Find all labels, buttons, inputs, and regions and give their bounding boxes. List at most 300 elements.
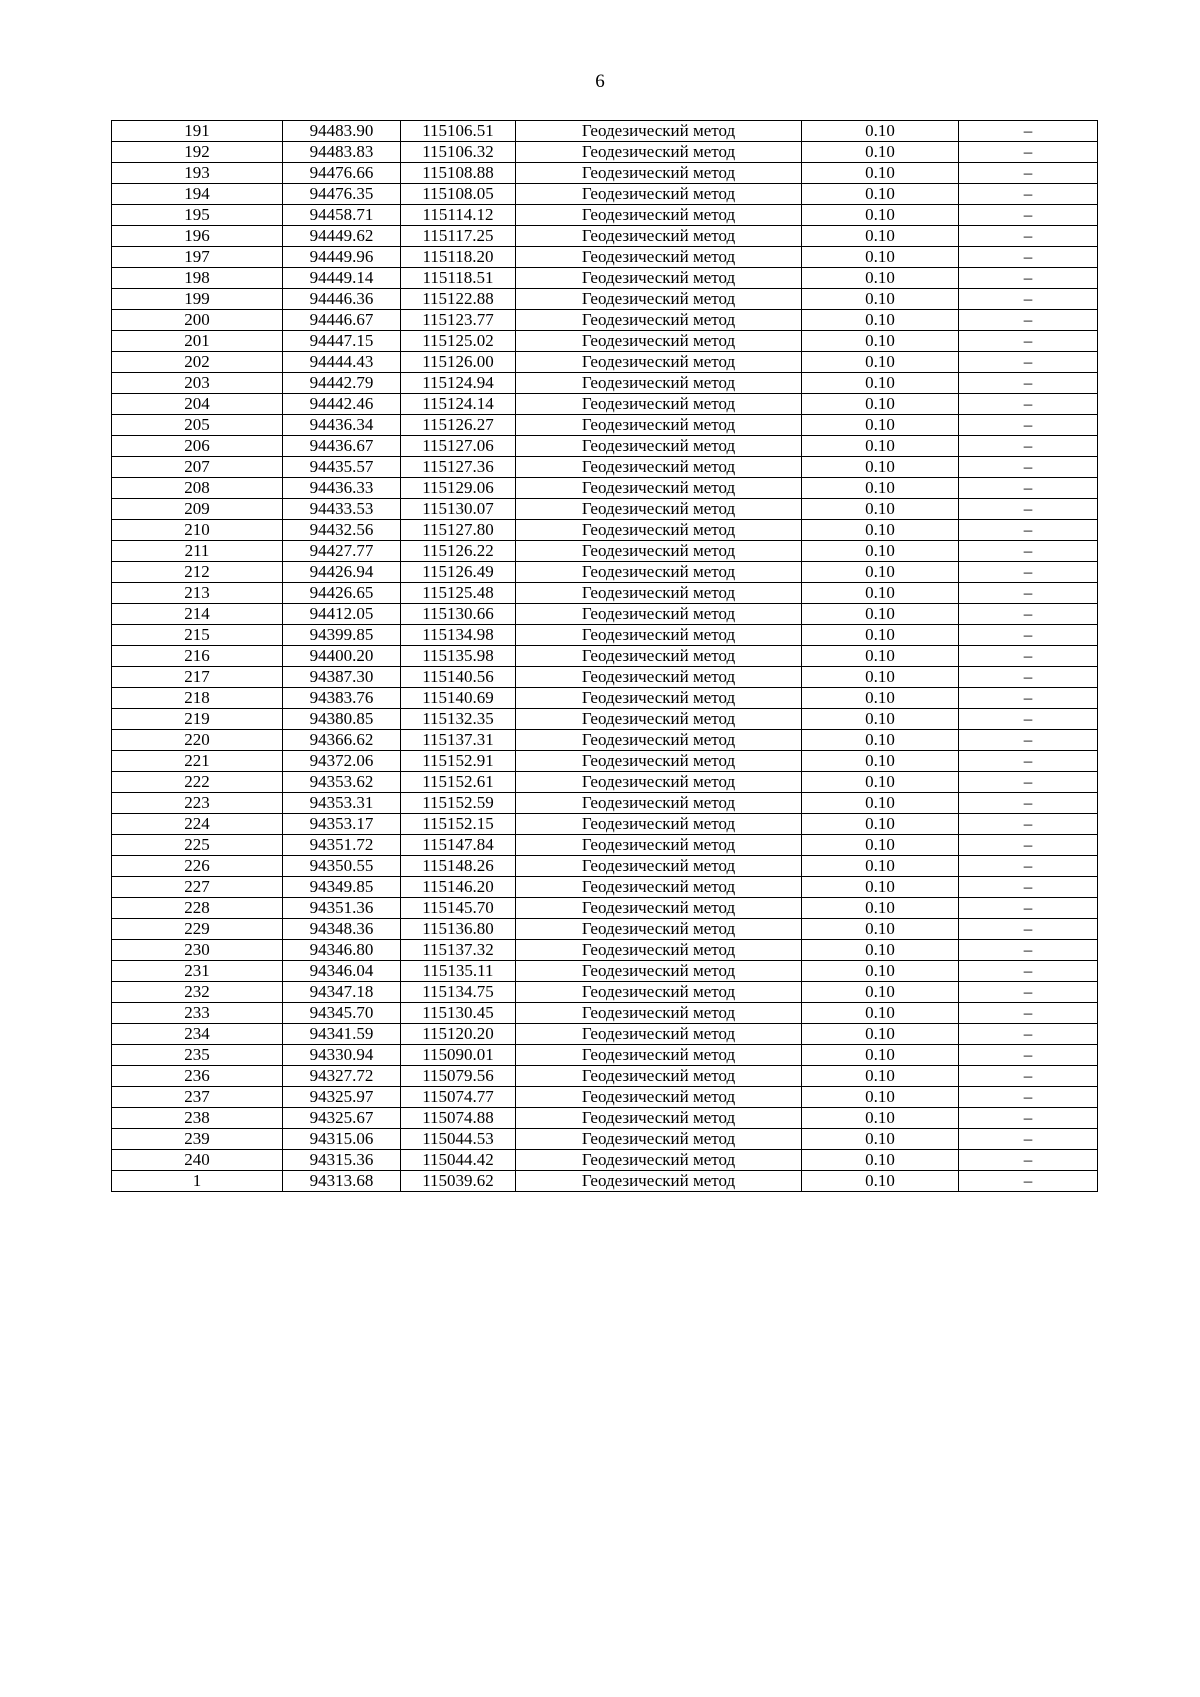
point-number-cell: 194 (112, 184, 283, 205)
y-coordinate-cell: 115146.20 (401, 877, 516, 898)
method-cell: Геодезический метод (516, 436, 802, 457)
x-coordinate-cell: 94351.36 (283, 898, 401, 919)
table-row (112, 919, 1098, 940)
point-number-cell: 205 (112, 415, 283, 436)
table-row (112, 289, 1098, 310)
x-coordinate-cell: 94351.72 (283, 835, 401, 856)
method-cell: Геодезический метод (516, 835, 802, 856)
accuracy-cell: 0.10 (802, 499, 959, 520)
y-coordinate-cell: 115127.06 (401, 436, 516, 457)
y-coordinate-cell: 115140.69 (401, 688, 516, 709)
y-coordinate-cell: 115090.01 (401, 1045, 516, 1066)
x-coordinate-cell: 94349.85 (283, 877, 401, 898)
y-coordinate-cell: 115124.94 (401, 373, 516, 394)
note-cell: – (959, 415, 1098, 436)
x-coordinate-cell: 94380.85 (283, 709, 401, 730)
x-coordinate-cell: 94442.46 (283, 394, 401, 415)
point-number-cell: 224 (112, 814, 283, 835)
table-row (112, 331, 1098, 352)
note-cell: – (959, 814, 1098, 835)
y-coordinate-cell: 115039.62 (401, 1171, 516, 1192)
method-cell: Геодезический метод (516, 1045, 802, 1066)
method-cell: Геодезический метод (516, 688, 802, 709)
x-coordinate-cell: 94427.77 (283, 541, 401, 562)
table-row (112, 730, 1098, 751)
table-row (112, 499, 1098, 520)
point-number-cell: 228 (112, 898, 283, 919)
point-number-cell: 218 (112, 688, 283, 709)
accuracy-cell: 0.10 (802, 163, 959, 184)
page-number: 6 (595, 71, 605, 92)
method-cell: Геодезический метод (516, 1108, 802, 1129)
point-number-cell: 227 (112, 877, 283, 898)
accuracy-cell: 0.10 (802, 184, 959, 205)
note-cell: – (959, 667, 1098, 688)
y-coordinate-cell: 115125.48 (401, 583, 516, 604)
method-cell: Геодезический метод (516, 205, 802, 226)
method-cell: Геодезический метод (516, 520, 802, 541)
method-cell: Геодезический метод (516, 415, 802, 436)
y-coordinate-cell: 115135.11 (401, 961, 516, 982)
y-coordinate-cell: 115122.88 (401, 289, 516, 310)
method-cell: Геодезический метод (516, 457, 802, 478)
method-cell: Геодезический метод (516, 1024, 802, 1045)
point-number-cell: 209 (112, 499, 283, 520)
point-number-cell: 196 (112, 226, 283, 247)
method-cell: Геодезический метод (516, 604, 802, 625)
accuracy-cell: 0.10 (802, 1003, 959, 1024)
point-number-cell: 203 (112, 373, 283, 394)
note-cell: – (959, 184, 1098, 205)
note-cell: – (959, 1024, 1098, 1045)
table-row (112, 184, 1098, 205)
x-coordinate-cell: 94483.83 (283, 142, 401, 163)
x-coordinate-cell: 94426.65 (283, 583, 401, 604)
x-coordinate-cell: 94353.62 (283, 772, 401, 793)
method-cell: Геодезический метод (516, 709, 802, 730)
note-cell: – (959, 898, 1098, 919)
method-cell: Геодезический метод (516, 814, 802, 835)
note-cell: – (959, 478, 1098, 499)
note-cell: – (959, 352, 1098, 373)
y-coordinate-cell: 115106.32 (401, 142, 516, 163)
x-coordinate-cell: 94458.71 (283, 205, 401, 226)
table-row (112, 415, 1098, 436)
point-number-cell: 204 (112, 394, 283, 415)
accuracy-cell: 0.10 (802, 205, 959, 226)
method-cell: Геодезический метод (516, 310, 802, 331)
x-coordinate-cell: 94327.72 (283, 1066, 401, 1087)
x-coordinate-cell: 94446.36 (283, 289, 401, 310)
accuracy-cell: 0.10 (802, 751, 959, 772)
note-cell: – (959, 646, 1098, 667)
point-number-cell: 238 (112, 1108, 283, 1129)
note-cell: – (959, 856, 1098, 877)
point-number-cell: 240 (112, 1150, 283, 1171)
accuracy-cell: 0.10 (802, 478, 959, 499)
x-coordinate-cell: 94345.70 (283, 1003, 401, 1024)
method-cell: Геодезический метод (516, 730, 802, 751)
method-cell: Геодезический метод (516, 961, 802, 982)
method-cell: Геодезический метод (516, 1087, 802, 1108)
table-row (112, 1171, 1098, 1192)
note-cell: – (959, 772, 1098, 793)
y-coordinate-cell: 115148.26 (401, 856, 516, 877)
point-number-cell: 201 (112, 331, 283, 352)
accuracy-cell: 0.10 (802, 436, 959, 457)
method-cell: Геодезический метод (516, 793, 802, 814)
point-number-cell: 216 (112, 646, 283, 667)
note-cell: – (959, 331, 1098, 352)
y-coordinate-cell: 115126.22 (401, 541, 516, 562)
point-number-cell: 233 (112, 1003, 283, 1024)
table-row (112, 226, 1098, 247)
x-coordinate-cell: 94366.62 (283, 730, 401, 751)
x-coordinate-cell: 94353.17 (283, 814, 401, 835)
x-coordinate-cell: 94449.14 (283, 268, 401, 289)
x-coordinate-cell: 94432.56 (283, 520, 401, 541)
x-coordinate-cell: 94347.18 (283, 982, 401, 1003)
y-coordinate-cell: 115137.32 (401, 940, 516, 961)
point-number-cell: 225 (112, 835, 283, 856)
table-row (112, 1129, 1098, 1150)
x-coordinate-cell: 94353.31 (283, 793, 401, 814)
accuracy-cell: 0.10 (802, 940, 959, 961)
point-number-cell: 210 (112, 520, 283, 541)
y-coordinate-cell: 115117.25 (401, 226, 516, 247)
point-number-cell: 191 (112, 121, 283, 142)
table-row (112, 268, 1098, 289)
x-coordinate-cell: 94442.79 (283, 373, 401, 394)
method-cell: Геодезический метод (516, 247, 802, 268)
x-coordinate-cell: 94399.85 (283, 625, 401, 646)
table-row (112, 1003, 1098, 1024)
coordinates-table-body (112, 121, 1098, 1192)
table-row (112, 877, 1098, 898)
note-cell: – (959, 163, 1098, 184)
method-cell: Геодезический метод (516, 1003, 802, 1024)
accuracy-cell: 0.10 (802, 583, 959, 604)
method-cell: Геодезический метод (516, 121, 802, 142)
x-coordinate-cell: 94346.04 (283, 961, 401, 982)
accuracy-cell: 0.10 (802, 1108, 959, 1129)
point-number-cell: 230 (112, 940, 283, 961)
note-cell: – (959, 877, 1098, 898)
method-cell: Геодезический метод (516, 142, 802, 163)
method-cell: Геодезический метод (516, 751, 802, 772)
x-coordinate-cell: 94449.62 (283, 226, 401, 247)
table-row (112, 1066, 1098, 1087)
note-cell: – (959, 499, 1098, 520)
x-coordinate-cell: 94447.15 (283, 331, 401, 352)
x-coordinate-cell: 94313.68 (283, 1171, 401, 1192)
accuracy-cell: 0.10 (802, 289, 959, 310)
table-row (112, 604, 1098, 625)
table-row (112, 478, 1098, 499)
table-row (112, 121, 1098, 142)
note-cell: – (959, 751, 1098, 772)
accuracy-cell: 0.10 (802, 982, 959, 1003)
point-number-cell: 226 (112, 856, 283, 877)
accuracy-cell: 0.10 (802, 961, 959, 982)
note-cell: – (959, 289, 1098, 310)
y-coordinate-cell: 115106.51 (401, 121, 516, 142)
note-cell: – (959, 1150, 1098, 1171)
table-row (112, 1045, 1098, 1066)
accuracy-cell: 0.10 (802, 1087, 959, 1108)
method-cell: Геодезический метод (516, 625, 802, 646)
note-cell: – (959, 142, 1098, 163)
y-coordinate-cell: 115074.77 (401, 1087, 516, 1108)
note-cell: – (959, 541, 1098, 562)
point-number-cell: 229 (112, 919, 283, 940)
accuracy-cell: 0.10 (802, 1129, 959, 1150)
table-row (112, 373, 1098, 394)
method-cell: Геодезический метод (516, 541, 802, 562)
method-cell: Геодезический метод (516, 331, 802, 352)
x-coordinate-cell: 94315.36 (283, 1150, 401, 1171)
method-cell: Геодезический метод (516, 499, 802, 520)
x-coordinate-cell: 94436.33 (283, 478, 401, 499)
y-coordinate-cell: 115134.75 (401, 982, 516, 1003)
table-row (112, 856, 1098, 877)
table-row (112, 352, 1098, 373)
point-number-cell: 197 (112, 247, 283, 268)
note-cell: – (959, 940, 1098, 961)
note-cell: – (959, 1087, 1098, 1108)
point-number-cell: 220 (112, 730, 283, 751)
note-cell: – (959, 688, 1098, 709)
point-number-cell: 193 (112, 163, 283, 184)
point-number-cell: 202 (112, 352, 283, 373)
point-number-cell: 219 (112, 709, 283, 730)
x-coordinate-cell: 94412.05 (283, 604, 401, 625)
y-coordinate-cell: 115129.06 (401, 478, 516, 499)
method-cell: Геодезический метод (516, 1066, 802, 1087)
method-cell: Геодезический метод (516, 583, 802, 604)
table-row (112, 898, 1098, 919)
method-cell: Геодезический метод (516, 877, 802, 898)
accuracy-cell: 0.10 (802, 646, 959, 667)
accuracy-cell: 0.10 (802, 877, 959, 898)
x-coordinate-cell: 94325.97 (283, 1087, 401, 1108)
point-number-cell: 200 (112, 310, 283, 331)
method-cell: Геодезический метод (516, 268, 802, 289)
method-cell: Геодезический метод (516, 940, 802, 961)
note-cell: – (959, 982, 1098, 1003)
accuracy-cell: 0.10 (802, 331, 959, 352)
y-coordinate-cell: 115074.88 (401, 1108, 516, 1129)
accuracy-cell: 0.10 (802, 1066, 959, 1087)
point-number-cell: 239 (112, 1129, 283, 1150)
accuracy-cell: 0.10 (802, 667, 959, 688)
y-coordinate-cell: 115136.80 (401, 919, 516, 940)
table-row (112, 772, 1098, 793)
table-row (112, 646, 1098, 667)
note-cell: – (959, 436, 1098, 457)
method-cell: Геодезический метод (516, 184, 802, 205)
method-cell: Геодезический метод (516, 1171, 802, 1192)
accuracy-cell: 0.10 (802, 142, 959, 163)
accuracy-cell: 0.10 (802, 1045, 959, 1066)
accuracy-cell: 0.10 (802, 709, 959, 730)
method-cell: Геодезический метод (516, 352, 802, 373)
point-number-cell: 215 (112, 625, 283, 646)
x-coordinate-cell: 94325.67 (283, 1108, 401, 1129)
method-cell: Геодезический метод (516, 478, 802, 499)
x-coordinate-cell: 94476.35 (283, 184, 401, 205)
method-cell: Геодезический метод (516, 289, 802, 310)
y-coordinate-cell: 115152.91 (401, 751, 516, 772)
accuracy-cell: 0.10 (802, 373, 959, 394)
accuracy-cell: 0.10 (802, 730, 959, 751)
table-row (112, 394, 1098, 415)
y-coordinate-cell: 115126.49 (401, 562, 516, 583)
x-coordinate-cell: 94446.67 (283, 310, 401, 331)
note-cell: – (959, 562, 1098, 583)
x-coordinate-cell: 94436.34 (283, 415, 401, 436)
y-coordinate-cell: 115152.15 (401, 814, 516, 835)
note-cell: – (959, 373, 1098, 394)
method-cell: Геодезический метод (516, 982, 802, 1003)
note-cell: – (959, 835, 1098, 856)
table-row (112, 961, 1098, 982)
accuracy-cell: 0.10 (802, 1150, 959, 1171)
accuracy-cell: 0.10 (802, 310, 959, 331)
accuracy-cell: 0.10 (802, 835, 959, 856)
y-coordinate-cell: 115079.56 (401, 1066, 516, 1087)
point-number-cell: 213 (112, 583, 283, 604)
point-number-cell: 236 (112, 1066, 283, 1087)
point-number-cell: 195 (112, 205, 283, 226)
note-cell: – (959, 625, 1098, 646)
x-coordinate-cell: 94400.20 (283, 646, 401, 667)
method-cell: Геодезический метод (516, 562, 802, 583)
x-coordinate-cell: 94483.90 (283, 121, 401, 142)
point-number-cell: 208 (112, 478, 283, 499)
accuracy-cell: 0.10 (802, 562, 959, 583)
x-coordinate-cell: 94372.06 (283, 751, 401, 772)
table-row (112, 667, 1098, 688)
note-cell: – (959, 310, 1098, 331)
accuracy-cell: 0.10 (802, 1024, 959, 1045)
accuracy-cell: 0.10 (802, 919, 959, 940)
y-coordinate-cell: 115152.59 (401, 793, 516, 814)
table-row (112, 583, 1098, 604)
x-coordinate-cell: 94444.43 (283, 352, 401, 373)
point-number-cell: 214 (112, 604, 283, 625)
note-cell: – (959, 520, 1098, 541)
note-cell: – (959, 247, 1098, 268)
point-number-cell: 235 (112, 1045, 283, 1066)
y-coordinate-cell: 115120.20 (401, 1024, 516, 1045)
x-coordinate-cell: 94387.30 (283, 667, 401, 688)
table-row (112, 940, 1098, 961)
method-cell: Геодезический метод (516, 226, 802, 247)
y-coordinate-cell: 115126.00 (401, 352, 516, 373)
point-number-cell: 221 (112, 751, 283, 772)
note-cell: – (959, 583, 1098, 604)
y-coordinate-cell: 115145.70 (401, 898, 516, 919)
note-cell: – (959, 1003, 1098, 1024)
accuracy-cell: 0.10 (802, 226, 959, 247)
y-coordinate-cell: 115124.14 (401, 394, 516, 415)
y-coordinate-cell: 115044.53 (401, 1129, 516, 1150)
table-row (112, 436, 1098, 457)
point-number-cell: 192 (112, 142, 283, 163)
note-cell: – (959, 205, 1098, 226)
note-cell: – (959, 226, 1098, 247)
accuracy-cell: 0.10 (802, 121, 959, 142)
x-coordinate-cell: 94330.94 (283, 1045, 401, 1066)
x-coordinate-cell: 94341.59 (283, 1024, 401, 1045)
note-cell: – (959, 709, 1098, 730)
method-cell: Геодезический метод (516, 919, 802, 940)
y-coordinate-cell: 115134.98 (401, 625, 516, 646)
note-cell: – (959, 604, 1098, 625)
coordinates-table (111, 120, 1098, 1192)
accuracy-cell: 0.10 (802, 898, 959, 919)
x-coordinate-cell: 94348.36 (283, 919, 401, 940)
y-coordinate-cell: 115130.07 (401, 499, 516, 520)
table-row (112, 142, 1098, 163)
x-coordinate-cell: 94435.57 (283, 457, 401, 478)
x-coordinate-cell: 94346.80 (283, 940, 401, 961)
accuracy-cell: 0.10 (802, 625, 959, 646)
point-number-cell: 232 (112, 982, 283, 1003)
note-cell: – (959, 121, 1098, 142)
y-coordinate-cell: 115118.51 (401, 268, 516, 289)
accuracy-cell: 0.10 (802, 352, 959, 373)
method-cell: Геодезический метод (516, 1150, 802, 1171)
y-coordinate-cell: 115114.12 (401, 205, 516, 226)
table-row (112, 562, 1098, 583)
accuracy-cell: 0.10 (802, 1171, 959, 1192)
note-cell: – (959, 1045, 1098, 1066)
table-row (112, 688, 1098, 709)
table-row (112, 520, 1098, 541)
y-coordinate-cell: 115132.35 (401, 709, 516, 730)
table-row (112, 247, 1098, 268)
method-cell: Геодезический метод (516, 1129, 802, 1150)
method-cell: Геодезический метод (516, 373, 802, 394)
table-row (112, 814, 1098, 835)
table-row (112, 541, 1098, 562)
x-coordinate-cell: 94383.76 (283, 688, 401, 709)
note-cell: – (959, 1171, 1098, 1192)
note-cell: – (959, 919, 1098, 940)
y-coordinate-cell: 115147.84 (401, 835, 516, 856)
table-row (112, 163, 1098, 184)
x-coordinate-cell: 94436.67 (283, 436, 401, 457)
note-cell: – (959, 1108, 1098, 1129)
point-number-cell: 212 (112, 562, 283, 583)
accuracy-cell: 0.10 (802, 247, 959, 268)
accuracy-cell: 0.10 (802, 772, 959, 793)
point-number-cell: 234 (112, 1024, 283, 1045)
y-coordinate-cell: 115127.80 (401, 520, 516, 541)
y-coordinate-cell: 115140.56 (401, 667, 516, 688)
accuracy-cell: 0.10 (802, 394, 959, 415)
table-row (112, 709, 1098, 730)
note-cell: – (959, 394, 1098, 415)
table-row (112, 793, 1098, 814)
accuracy-cell: 0.10 (802, 415, 959, 436)
table-row (112, 625, 1098, 646)
point-number-cell: 198 (112, 268, 283, 289)
method-cell: Геодезический метод (516, 898, 802, 919)
point-number-cell: 231 (112, 961, 283, 982)
